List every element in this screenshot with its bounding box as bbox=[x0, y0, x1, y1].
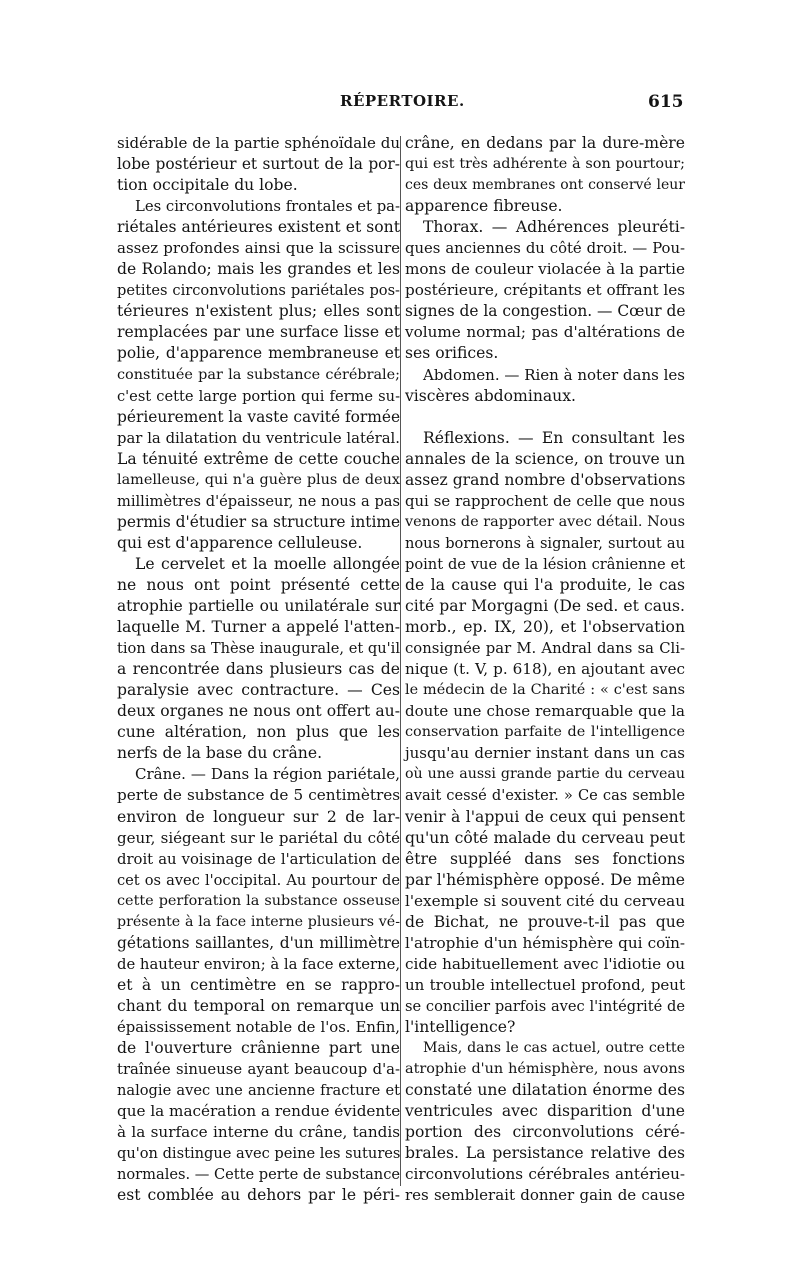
text-line: l'atrophie d'un hémisphère qui coïn- bbox=[405, 933, 685, 952]
text-line: laquelle M. Turner a appelé l'atten- bbox=[117, 618, 400, 637]
text-line: polie, d'apparence membraneuse et bbox=[117, 344, 400, 363]
text-line: Mais, dans le cas actuel, outre cette bbox=[423, 1040, 685, 1057]
text-line: traînée sinueuse ayant beaucoup d'a- bbox=[117, 1061, 400, 1079]
text-column-right bbox=[405, 133, 685, 1206]
page-number: 615 bbox=[648, 92, 684, 112]
text-line: périeurement la vaste cavité formée bbox=[117, 407, 401, 426]
text-line: permis d'étudier sa structure intime bbox=[117, 512, 401, 531]
text-line: de l'ouverture crânienne part une bbox=[117, 1039, 400, 1058]
text-line: cité par Morgagni (De sed. et caus. bbox=[405, 597, 685, 616]
text-line: assez grand nombre d'observations bbox=[405, 470, 686, 489]
text-line: mons de couleur violacée à la partie bbox=[405, 260, 685, 279]
text-line: paralysie avec contracture. — Ces bbox=[117, 681, 400, 700]
text-line: res semblerait donner gain de cause bbox=[405, 1186, 685, 1205]
text-line: venons de rapporter avec détail. Nous bbox=[405, 513, 685, 530]
text-line: avait cessé d'exister. » Ce cas semble bbox=[405, 787, 685, 805]
text-line: Thorax. — Adhérences pleuréti- bbox=[423, 218, 685, 237]
text-line: droit au voisinage de l'articulation de bbox=[117, 850, 400, 868]
text-line: qu'un côté malade du cerveau peut bbox=[405, 828, 685, 847]
text-line: cune altération, non plus que les bbox=[117, 723, 400, 742]
text-line: conservation parfaite de l'intelligence bbox=[405, 724, 685, 741]
text-line: qu'on distingue avec peine les sutures bbox=[117, 1145, 401, 1163]
text-line: de Bichat, ne prouve-t-il pas que bbox=[405, 912, 685, 931]
column-divider bbox=[400, 136, 401, 1186]
text-line: ques anciennes du côté droit. — Pou- bbox=[405, 240, 685, 258]
text-line: que la macération a rendue évidente bbox=[117, 1102, 401, 1121]
text-line: viscères abdominaux. bbox=[405, 386, 576, 405]
text-line: doute une chose remarquable que la bbox=[405, 702, 685, 721]
text-line: par la dilatation du ventricule latéral. bbox=[117, 429, 400, 447]
text-line: qui est d'apparence celluleuse. bbox=[117, 533, 363, 552]
text-line: ne nous ont point présenté cette bbox=[117, 575, 400, 594]
text-line: constituée par la substance cérébrale; bbox=[117, 366, 400, 383]
text-line: Crâne. — Dans la région pariétale, bbox=[135, 765, 400, 784]
text-line: millimètres d'épaisseur, ne nous a pas bbox=[117, 492, 400, 510]
text-line: a rencontrée dans plusieurs cas de bbox=[117, 660, 400, 679]
text-line: Abdomen. — Rien à noter dans les bbox=[423, 365, 685, 384]
text-line: nous bornerons à signaler, surtout au bbox=[405, 534, 685, 552]
text-line bbox=[405, 407, 685, 428]
text-line: atrophie d'un hémisphère, nous avons bbox=[405, 1061, 685, 1078]
text-line: consignée par M. Andral dans sa Cli- bbox=[405, 640, 685, 658]
text-line: de la cause qui l'a produite, le cas bbox=[405, 575, 685, 594]
text-line: riétales antérieures existent et sont bbox=[117, 218, 400, 237]
text-line: l'exemple si souvent cité du cerveau bbox=[405, 891, 685, 910]
text-line: perte de substance de 5 centimètres bbox=[117, 786, 400, 805]
text-line: un trouble intellectuel profond, peut bbox=[405, 975, 685, 994]
text-line: remplacées par une surface lisse et bbox=[117, 323, 400, 342]
text-line: nerfs de la base du crâne. bbox=[117, 744, 323, 763]
text-line: térieures n'existent plus; elles sont bbox=[117, 302, 400, 321]
text-line: venir à l'appui de ceux qui pensent bbox=[405, 807, 685, 826]
text-line: présente à la face interne plusieurs vé- bbox=[117, 913, 400, 930]
text-line: cet os avec l'occipital. Au pourtour de bbox=[117, 871, 400, 889]
text-line: lobe postérieur et surtout de la por- bbox=[117, 155, 400, 174]
text-line: assez profondes ainsi que la scissure bbox=[117, 239, 400, 258]
text-line: constaté une dilatation énorme des bbox=[405, 1081, 685, 1100]
text-line: tion occipitale du lobe. bbox=[117, 176, 298, 195]
text-line: Réflexions. — En consultant les bbox=[423, 428, 685, 447]
text-line: Les circonvolutions frontales et pa- bbox=[135, 198, 400, 216]
text-line: nalogie avec une ancienne fracture et bbox=[117, 1082, 400, 1100]
text-column-left bbox=[117, 133, 400, 1206]
text-line: est comblée au dehors par le péri- bbox=[117, 1186, 400, 1205]
text-line: annales de la science, on trouve un bbox=[405, 449, 685, 468]
text-line: postérieure, crépitants et offrant les bbox=[405, 281, 686, 300]
text-line: de Rolando; mais les grandes et les bbox=[117, 260, 400, 279]
text-line: par l'hémisphère opposé. De même bbox=[405, 870, 685, 889]
text-line: ses orifices. bbox=[405, 344, 499, 363]
text-line: de hauteur environ; à la face externe, bbox=[117, 955, 401, 973]
text-line: lamelleuse, qui n'a guère plus de deux bbox=[117, 471, 400, 488]
text-line: sidérable de la partie sphénoïdale du bbox=[117, 134, 400, 152]
text-line: ces deux membranes ont conservé leur bbox=[405, 177, 685, 194]
text-line: et à un centimètre en se rappro- bbox=[117, 975, 400, 994]
text-line: le médecin de la Charité : « c'est sans bbox=[405, 682, 685, 699]
text-line: Le cervelet et la moelle allongée bbox=[135, 554, 400, 573]
text-line: petites circonvolutions pariétales pos- bbox=[117, 282, 400, 300]
text-line: portion des circonvolutions céré- bbox=[405, 1123, 685, 1142]
text-line: atrophie partielle ou unilatérale sur bbox=[117, 597, 400, 616]
text-line: apparence fibreuse. bbox=[405, 197, 563, 216]
text-line: à la surface interne du crâne, tandis bbox=[117, 1123, 400, 1142]
text-line: normales. — Cette perte de substance bbox=[117, 1166, 401, 1184]
text-line: être suppléé dans ses fonctions bbox=[405, 849, 685, 868]
text-line: qui se rapprochent de celle que nous bbox=[405, 492, 685, 510]
text-line: geur, siégeant sur le pariétal du côté bbox=[117, 828, 400, 847]
running-title: RÉPERTOIRE. bbox=[340, 92, 465, 110]
text-line: ventricules avec disparition d'une bbox=[405, 1102, 685, 1121]
text-line: se concilier parfois avec l'intégrité de bbox=[405, 997, 685, 1015]
text-line: l'intelligence? bbox=[405, 1017, 516, 1036]
text-line: où une aussi grande partie du cerveau bbox=[405, 766, 685, 783]
text-line: brales. La persistance relative des bbox=[405, 1144, 685, 1163]
text-line: signes de la congestion. — Cœur de bbox=[405, 302, 686, 321]
text-line: morb., ep. IX, 20), et l'observation bbox=[405, 618, 685, 637]
text-line: épaississement notable de l'os. Enfin, bbox=[117, 1018, 400, 1036]
text-line: cette perforation la substance osseuse bbox=[117, 892, 400, 909]
text-line: circonvolutions cérébrales antérieu- bbox=[405, 1165, 685, 1184]
text-line: volume normal; pas d'altérations de bbox=[405, 323, 685, 342]
text-line: point de vue de la lésion crânienne et bbox=[405, 555, 685, 573]
text-line: La ténuité extrême de cette couche bbox=[117, 449, 400, 468]
text-line: tion dans sa Thèse inaugurale, et qu'il bbox=[117, 640, 400, 658]
text-line: nique (t. V, p. 618), en ajoutant avec bbox=[405, 660, 685, 679]
text-line: crâne, en dedans par la dure-mère bbox=[405, 134, 685, 152]
text-line: gétations saillantes, d'un millimètre bbox=[117, 933, 400, 952]
text-line: chant du temporal on remarque un bbox=[117, 996, 400, 1015]
text-line: qui est très adhérente à son pourtour; bbox=[405, 156, 685, 173]
text-line: environ de longueur sur 2 de lar- bbox=[117, 807, 400, 826]
text-line: c'est cette large portion qui ferme su- bbox=[117, 387, 400, 405]
text-line: jusqu'au dernier instant dans un cas bbox=[405, 744, 685, 763]
text-line: deux organes ne nous ont offert au- bbox=[117, 702, 400, 721]
text-line: cide habituellement avec l'idiotie ou bbox=[405, 954, 685, 973]
